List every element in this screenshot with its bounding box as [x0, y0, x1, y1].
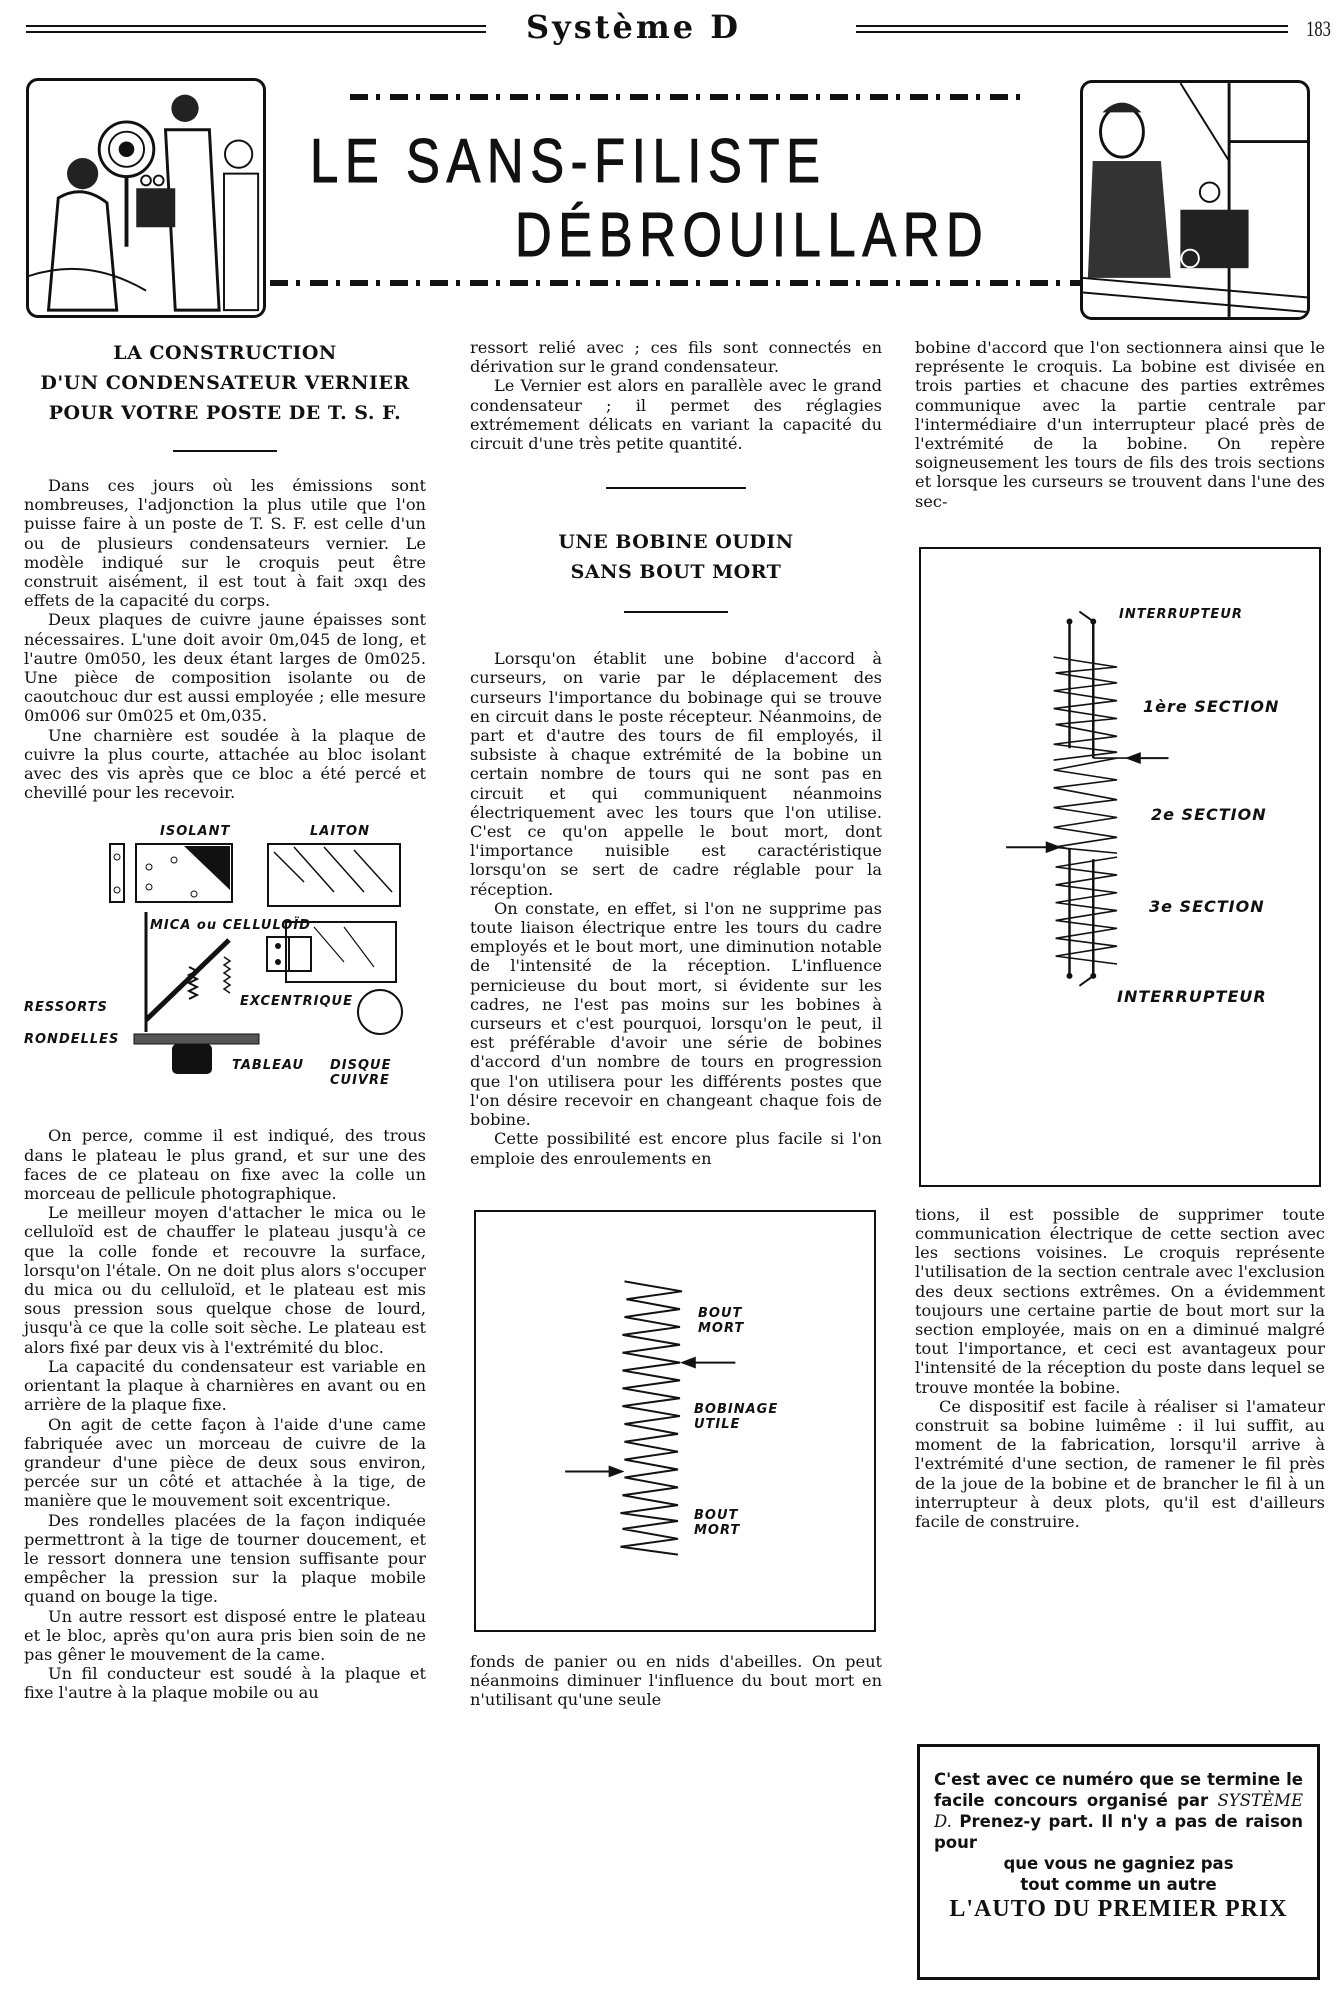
- label-laiton: LAITON: [310, 824, 370, 840]
- paragraph: Dans ces jours où les émissions sont nombreuses, l'adjonction la plus utile que l'on puisse faire à un poste de T. S. F. est celle d'un ou de plusieurs condensateurs vernier. Le modèle indiqué sur le croquis peut être construit aisément, il est tout à fait ɔxqı des effets de la capacité du corps.: [24, 476, 426, 611]
- section-masthead: [20, 68, 1330, 323]
- label-excentrique: EXCENTRIQUE: [240, 994, 353, 1010]
- sectioned-coil-diagram: [919, 547, 1321, 1187]
- label-bout-mort-top: BOUT MORT: [698, 1305, 745, 1336]
- family-radio-illustration-icon: [26, 78, 266, 318]
- label-interrupteur-bottom: INTERRUPTEUR: [1117, 986, 1267, 1006]
- notice-prize: L'AUTO DU PREMIER PRIX: [949, 1896, 1288, 1922]
- label-isolant: ISOLANT: [160, 824, 231, 840]
- label-rondelles: RONDELLES: [24, 1032, 120, 1048]
- paragraph: Le Vernier est alors en parallèle avec le grand condensateur ; il permet des réglagies extrémement délicats en variant la capacité du circuit d'une très petite quantité.: [470, 376, 882, 454]
- short-rule-divider: [624, 611, 728, 613]
- condenser-diagram: [24, 812, 426, 1102]
- running-header: [26, 8, 1331, 48]
- paragraph: On perce, comme il est indiqué, des trous dans le plateau le plus grand, et sur une des faces de ce plateau on fixe avec la colle un morceau de pellicule photographique.: [24, 1126, 426, 1204]
- column-1: [24, 338, 426, 1703]
- header-rule-left: [26, 25, 486, 33]
- label-section-1: 1ère SECTION: [1143, 696, 1280, 716]
- notice-line: tout comme un autre: [1020, 1875, 1217, 1894]
- paragraph: fonds de panier ou en nids d'abeilles. On peut néanmoins diminuer l'influence du bout mort en n'utilisant qu'une seule: [470, 1651, 882, 1710]
- paragraph: La capacité du condensateur est variable en orientant la plaque à charnières en avant ou en arrière de la plaque fixe.: [24, 1356, 426, 1415]
- column-3: [915, 338, 1325, 1531]
- bout-mort-coil-diagram: [474, 1210, 876, 1632]
- section-title-line1: LE SANS-FILISTE: [310, 127, 827, 196]
- decorative-dash-rule: [270, 280, 1080, 286]
- article1-headline: LA CONSTRUCTION D'UN CONDENSATEUR VERNIER POUR VOTRE POSTE DE T. S. F.: [40, 342, 410, 424]
- label-section-3: 3e SECTION: [1149, 896, 1265, 916]
- label-interrupteur-top: INTERRUPTEUR: [1119, 606, 1243, 622]
- paragraph: Des rondelles placées de la façon indiquée permettront à la tige de tourner doucement, et le ressort donnera une tension suffisante pour empêcher la pression sur la plaque mobile quand on bouge la tige.: [24, 1510, 426, 1607]
- label-disque-cuivre: DISQUE CUIVRE: [330, 1058, 392, 1089]
- paragraph: Ce dispositif est facile à réaliser si l'amateur construit sa bobine luimême : il lui suffit, au moment de la fabrication, lorsqu'il arrive à l'extrémité d'une section, de ramener le fil près de la joue de la bobine et de brancher le fil à un interrupteur à deux plots, qu'il est d'ailleurs facile de construire.: [915, 1396, 1325, 1532]
- article2-headline: UNE BOBINE OUDIN SANS BOUT MORT: [558, 531, 794, 584]
- notice-text: C'est avec ce numéro que se termine le facile concours organisé par SYSTÈME D. Prenez-y part. Il n'y a pas de raison pour: [934, 1770, 1303, 1852]
- label-bout-mort-bottom: BOUT MORT: [694, 1507, 741, 1538]
- paragraph: Lorsqu'on établit une bobine d'accord à curseurs, on varie par le déplacement des curseurs l'importance du bobinage qui se trouve en circuit dans le poste récepteur. Néanmoins, de part et d'autre des tours de fil employés, il subsiste à chaque extrémité de la bobine un certain nombre de tours qui ne sont pas en circuit et qui communiquent néanmoins électriquement avec les tours que l'on utilise. C'est ce qu'on appelle le bout mort, dont l'importance nuisible est caractéristique lorsqu'on se sert de cadre réglable pour la réception.: [470, 649, 882, 899]
- coil-zigzag-icon: [476, 1212, 874, 1630]
- paragraph: ressort relié avec ; ces fils sont connectés en dérivation sur le grand condensateur.: [470, 338, 882, 377]
- paragraph: Deux plaques de cuivre jaune épaisses sont nécessaires. L'une doit avoir 0m,045 de long, et l'autre 0m050, les deux étant larges de 0m025. Une pièce de composition isolante ou de caoutchouc dur est aussi employée ; elle mesure 0m006 sur 0m025 et 0m,035.: [24, 610, 426, 726]
- paragraph: Un autre ressort est disposé entre le plateau et le bloc, après qu'on aura pris bien soin de ne pas gêner le mouvement de la came.: [24, 1606, 426, 1664]
- label-ressorts: RESSORTS: [24, 1000, 108, 1016]
- contest-notice-box: [917, 1744, 1320, 1980]
- label-tableau: TABLEAU: [232, 1058, 305, 1074]
- column-2: [470, 338, 882, 1709]
- paragraph: tions, il est possible de supprimer toute communication électrique de cette section avec les sections voisines. Le croquis représente l'utilisation de la section centrale avec l'exclusion des deux sections extrêmes. On a évidemment toujours une certaine partie de bout mort sur la section employée, mais on en a diminué malgré tout l'importance, et ceci est avantageux pour l'intensité de la réception du poste dans lequel se trouve montée la bobine.: [915, 1204, 1325, 1397]
- decorative-dash-rule: [350, 94, 1020, 100]
- header-rule-right: [856, 25, 1288, 33]
- notice-line: que vous ne gagniez pas: [1003, 1854, 1234, 1873]
- paragraph: Une charnière est soudée à la plaque de cuivre la plus courte, attachée au bloc isolant avec des vis après que ce bloc a été percé et chevillé pour les recevoir.: [24, 725, 426, 803]
- sectioned-coil-icon: [921, 549, 1319, 1185]
- label-mica: MICA ou CELLULOÏD: [150, 918, 311, 934]
- label-bobinage-utile: BOBINAGE UTILE: [694, 1401, 779, 1432]
- short-rule-divider: [606, 487, 746, 489]
- paragraph: On constate, en effet, si l'on ne supprime pas toute liaison électrique entre les tours du cadre employés et le bout mort, une diminution notable de l'intensité de la réception. L'influence pernicieuse du bout mort, si évidente sur les cadres, ne l'est pas moins sur les bobines à curseurs et c'est pourquoi, lorsqu'on le peut, il est préférable d'avoir une série de bobines d'accord d'un nombre de tours en progression que l'on utilisera pour les différents postes que l'on désire recevoir en changeant chaque fois de bobine.: [470, 898, 882, 1130]
- paragraph: Le meilleur moyen d'attacher le mica ou le celluloïd est de chauffer le plateau jusqu'à ce que la colle fonde et recouvre la surface, lorsqu'on l'étale. On ne doit plus alors s'occuper du mica ou du celluloïd, et le plateau est mis sous pression sous quelque chose de lourd, jusqu'à ce que la colle soit sèche. Le plateau est alors fixé par deux vis à l'extrémité du bloc.: [24, 1203, 426, 1357]
- short-rule-divider: [173, 450, 277, 452]
- man-building-radio-illustration-icon: [1080, 80, 1310, 320]
- label-section-2: 2e SECTION: [1151, 804, 1267, 824]
- paragraph: Cette possibilité est encore plus facile si l'on emploie des enroulements en: [470, 1129, 882, 1168]
- paragraph: bobine d'accord que l'on sectionnera ainsi que le représente le croquis. La bobine est divisée en trois parties et chacune des parties extrêmes communique avec la partie centrale par l'intermédiaire d'un interrupteur placé près de l'extrémité de la bobine. On repère soigneusement les tours de fils des trois sections et lorsque les curseurs se trouvent dans l'une des sec-: [915, 338, 1325, 511]
- journal-name: Système D: [526, 8, 741, 46]
- page-number: 183: [1306, 16, 1331, 41]
- paragraph: Un fil conducteur est soudé à la plaque et fixe l'autre à la plaque mobile ou au: [24, 1664, 426, 1703]
- section-title-line2: DÉBROUILLARD: [515, 201, 990, 270]
- paragraph: On agit de cette façon à l'aide d'une came fabriquée avec un morceau de cuivre de la grandeur d'une pièce de deux sous environ, percée sur un côté et attachée à la tige, de manière que le mouvement soit excentrique.: [24, 1414, 426, 1511]
- notice-brand: SYSTÈME D.: [934, 1791, 1303, 1831]
